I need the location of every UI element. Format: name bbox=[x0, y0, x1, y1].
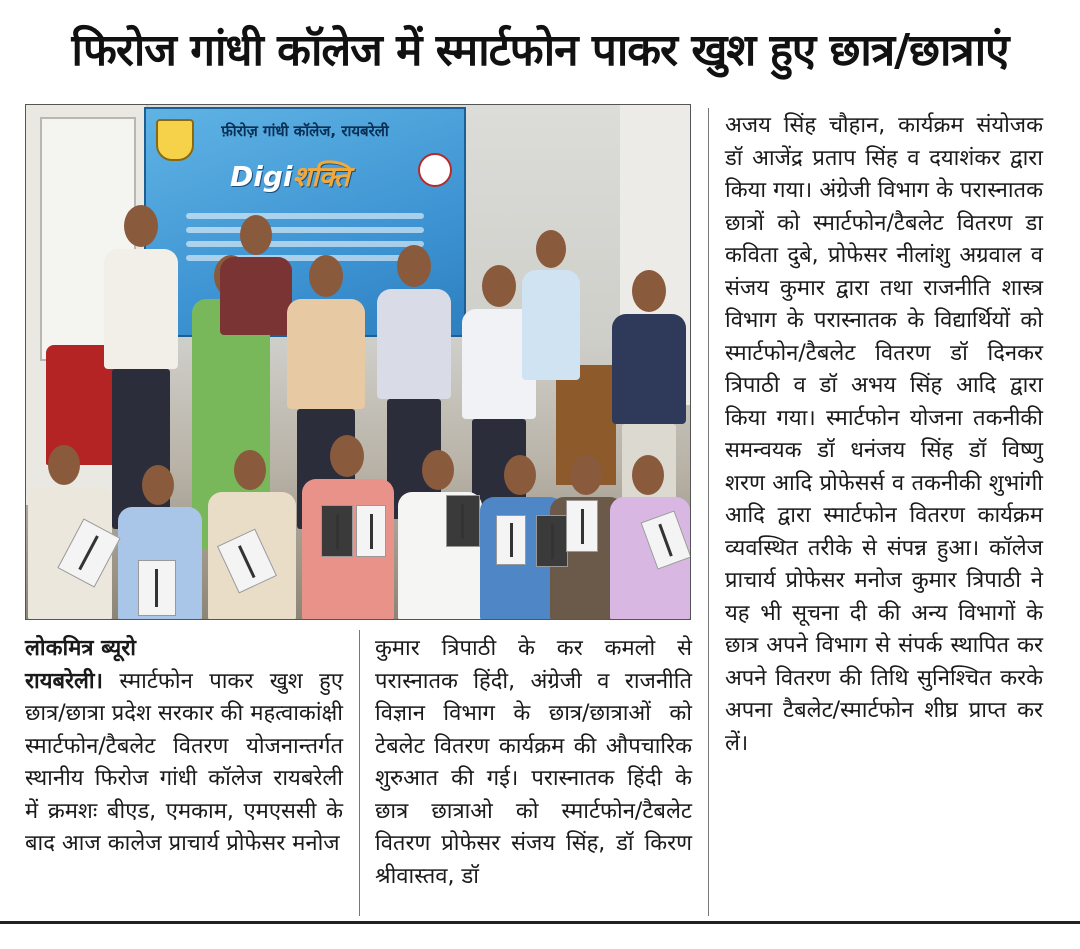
tablet-box bbox=[138, 560, 176, 616]
article-text: कुमार त्रिपाठी के कर कमलो से परास्नातक हिंदी, अंग्रेजी व राजनीति विज्ञान विभाग के छात्र/छात्राओं को टेबलेट वितरण कार्यक्रम की औपचारिक शुरुआत की गई। परास्नातक हिंदी के छात्र छात्राओ को स्मार्टफोन/टैबलेट वितरण प्रोफेसर संजय सिंह, डॉ किरण श्रीवास्तव, डॉ bbox=[375, 636, 692, 889]
banner-logo-suffix: शक्ति bbox=[292, 160, 350, 193]
tablet-box bbox=[321, 505, 353, 557]
news-photo bbox=[25, 104, 691, 620]
tablet-box bbox=[356, 505, 386, 557]
tablet-box bbox=[566, 500, 598, 552]
tablet-box bbox=[496, 515, 526, 565]
tablet-box bbox=[446, 495, 480, 547]
banner-logo-word: Digi bbox=[230, 160, 293, 193]
article-column-2 bbox=[375, 633, 692, 918]
tablet-box bbox=[536, 515, 568, 567]
byline: लोकमित्र ब्यूरो bbox=[25, 636, 136, 661]
column-divider bbox=[708, 108, 709, 916]
person-standing bbox=[516, 230, 586, 430]
emblem-icon bbox=[418, 153, 452, 187]
article-column-3 bbox=[725, 110, 1043, 918]
article-column-1 bbox=[25, 633, 343, 918]
article-text: स्मार्टफोन पाकर खुश हुए छात्र/छात्रा प्रदेश सरकार की महत्वाकांक्षी स्मार्टफोन/टैबलेट वितरण योजनान्तर्गत स्थानीय फिरोज गांधी कॉलेज रायबरेली में क्रमशः बीएड, एमकाम, एमएससी के बाद आज कालेज प्राचार्य प्रोफेसर मनोज bbox=[25, 668, 343, 856]
bottom-rule bbox=[0, 921, 1080, 924]
column-divider bbox=[359, 630, 360, 916]
dateline: रायबरेली। bbox=[25, 668, 103, 694]
banner-logo-text bbox=[230, 157, 350, 195]
headline: फिरोज गांधी कॉलेज में स्मार्टफोन पाकर खुश हुए छात्र/छात्राएं bbox=[71, 25, 1009, 76]
article-text: अजय सिंह चौहान, कार्यक्रम संयोजक डॉ आजेंद्र प्रताप सिंह व दयाशंकर द्वारा किया गया। अंग्रेजी विभाग के परास्नातक छात्रों को स्मार्टफोन/टैबलेट वितरण डा कविता दुबे, प्रोफेसर नीलांशु अग्रवाल व संजय कुमार द्वारा तथा राजनीति शास्त्र विभाग के परास्नातक के विद्यार्थियों को स्मार्टफोन/टैबलेट वितरण डॉ दिनकर त्रिपाठी व डॉ अभय सिंह आदि द्वारा किया गया। स्मार्टफोन योजना तकनीकी समन्वयक डॉ धनंजय सिंह डॉ विष्णु शरण आदि प्रोफेसर्स व तकनीकी शुभांगी आदि द्वारा स्मार्टफोन वितरण कार्यक्रम व्यवस्थित तरीके से संपन्न हुआ। कॉलेज प्राचार्य प्रोफेसर मनोज कुमार त्रिपाठी ने यह भी सूचना दी की अन्य विभागों के छात्र अपने विभाग से संपर्क स्थापित कर अपने वितरण की तिथि सुनिश्चित करके अपना टैबलेट/स्मार्टफोन शीघ्र प्राप्त कर लें। bbox=[725, 113, 1043, 756]
banner-title: फ़ीरोज़ गांधी कॉलेज, रायबरेली bbox=[221, 122, 389, 140]
